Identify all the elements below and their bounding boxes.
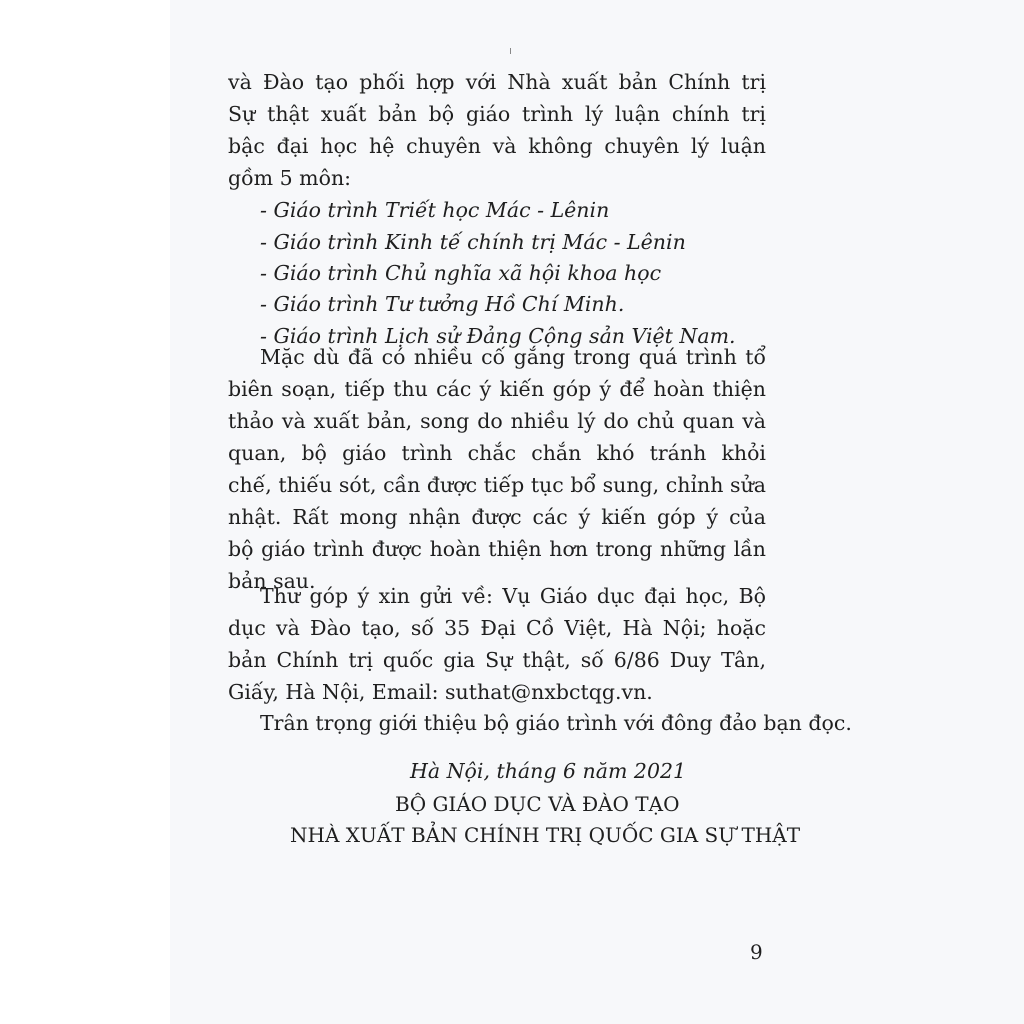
text-line: thảo và xuất bản, song do nhiều lý do chủ quan và: [228, 409, 766, 433]
text-line: Giấy, Hà Nội, Email: suthat@nxbctqg.vn.: [228, 680, 653, 704]
signature-org-publisher: NHÀ XUẤT BẢN CHÍNH TRỊ QUỐC GIA SỰ THẬT: [290, 823, 801, 847]
text-line: bộ giáo trình được hoàn thiện hơn trong những lần: [228, 537, 766, 561]
signature-org-ministry: BỘ GIÁO DỤC VÀ ĐÀO TẠO: [395, 792, 680, 816]
text-line: và Đào tạo phối hợp với Nhà xuất bản Chính trị: [228, 70, 766, 94]
text-line: bản Chính trị quốc gia Sự thật, số 6/86 Duy Tân,: [228, 648, 766, 672]
text-line: dục và Đào tạo, số 35 Đại Cồ Việt, Hà Nội; hoặc: [228, 616, 766, 640]
page-number: 9: [750, 940, 763, 964]
text-line: bản sau.: [228, 569, 316, 593]
text-line: biên soạn, tiếp thu các ý kiến góp ý để hoàn thiện: [228, 377, 766, 401]
course-item: - Giáo trình Tư tưởng Hồ Chí Minh.: [260, 292, 625, 316]
course-item: - Giáo trình Lịch sử Đảng Cộng sản Việt Nam.: [260, 324, 736, 348]
text-line: Sự thật xuất bản bộ giáo trình lý luận chính trị: [228, 102, 766, 126]
signature-date: Hà Nội, tháng 6 năm 2021: [410, 759, 687, 783]
text-line: nhật. Rất mong nhận được các ý kiến góp ý của: [228, 505, 766, 529]
text-line: Thư góp ý xin gửi về: Vụ Giáo dục đại học, Bộ: [260, 584, 766, 608]
course-item: - Giáo trình Chủ nghĩa xã hội khoa học: [260, 261, 662, 285]
text-line: quan, bộ giáo trình chắc chắn khó tránh khỏi: [228, 441, 766, 465]
course-item: - Giáo trình Triết học Mác - Lênin: [260, 198, 610, 222]
text-line: chế, thiếu sót, cần được tiếp tục bổ sung, chỉnh sửa: [228, 473, 766, 497]
text-line: gồm 5 môn:: [228, 166, 352, 190]
text-line: bậc đại học hệ chuyên và không chuyên lý luận: [228, 134, 766, 158]
ink-speck: [510, 48, 511, 54]
text-line: Trân trọng giới thiệu bộ giáo trình với đông đảo bạn đọc.: [260, 711, 852, 735]
text-line: Mặc dù đã có nhiều cố gắng trong quá trình tổ: [260, 345, 766, 369]
course-item: - Giáo trình Kinh tế chính trị Mác - Lênin: [260, 230, 686, 254]
